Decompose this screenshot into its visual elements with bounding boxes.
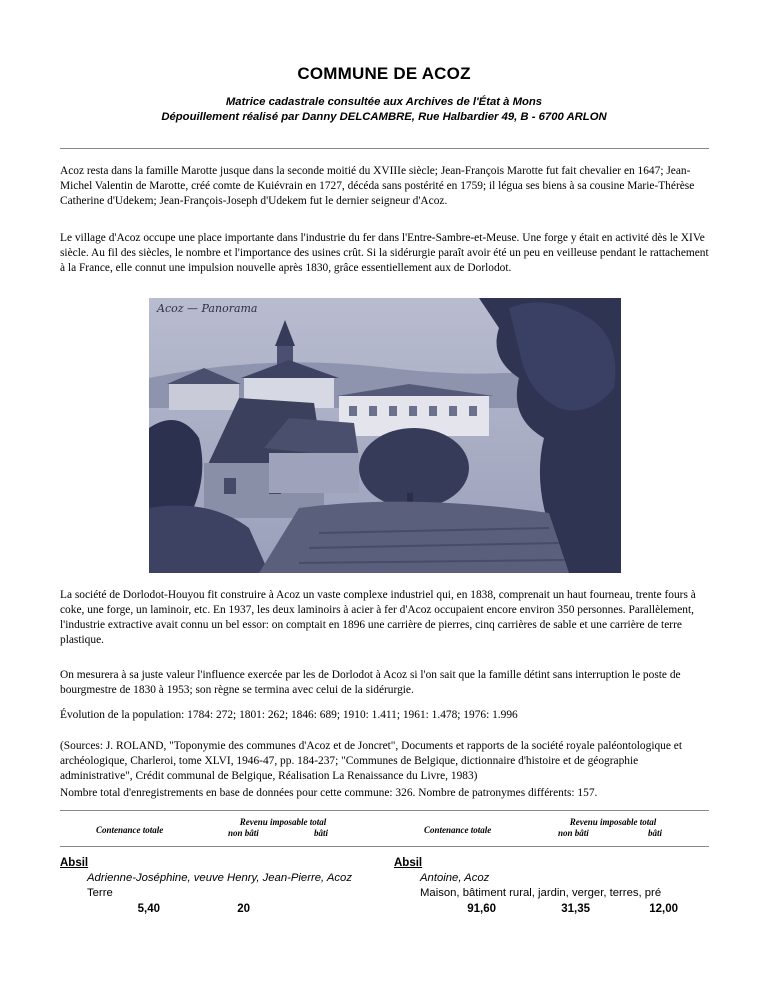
header-revenu-left: Revenu imposable total — [239, 817, 327, 827]
entry-bati: 12,00 — [649, 903, 678, 915]
entry-contenance: 91,60 — [467, 903, 496, 915]
header-non-bati-left: non bâti — [228, 828, 259, 838]
paragraph-dorlodot: La société de Dorlodot-Houyou fit construire à Acoz un vaste complexe industriel qui, en 1838, comprenait un haut fourneau, trente fours à coke, une forge, un laminoir, etc. En 1937, les deux laminoirs à acier à fer d'Acoz occupaient encore environ 350 personnes. Parallèlement, l'industrie extractive avait connu un bel essor: on comptait en 1896 une carrière de pierres, cinq carrières de sable et une carrière de terre plastique. — [60, 589, 696, 646]
entry-description: Terre — [87, 887, 113, 899]
subtitle-archives: Matrice cadastrale consultée aux Archives de l'État à Mons — [225, 96, 543, 108]
header-revenu-right: Revenu imposable total — [569, 817, 657, 827]
entry-surname: Absil — [394, 857, 423, 869]
paragraph-history: Acoz resta dans la famille Marotte jusque dans la seconde moitié du XVIIIe siècle; Jean-François Marotte fut fait chevalier en 1647; Jean-Michel Valentin de Marotte, créé comte de Kuiévrain en 1727, décéda sans postérité en 1759; il légua ses biens à sa cousine Marie-Thérèse Catherine d'Udekem; Jean-François-Joseph d'Udekem fut le dernier seigneur d'Acoz. — [60, 165, 695, 207]
entry-surname: Absil — [60, 857, 89, 869]
table-divider-top — [60, 810, 709, 811]
photo-caption: Acoz — Panorama — [157, 302, 258, 315]
paragraph-industry: Le village d'Acoz occupe une place importante dans l'industrie du fer dans l'Entre-Sambre-et-Meuse. Une forge y était en activité dès le XIVe siècle. Au fil des siècles, le nombre et l'importance des usines crût. Si la sidérurgie paraît avoir été un peu en veilleuse pendant le rattachement à la France, elle connut une impulsion nouvelle après 1830, grâce essentiellement aux de Dorlodot. — [60, 232, 709, 274]
entry-description: Maison, bâtiment rural, jardin, verger, terres, pré — [420, 887, 662, 899]
entry-non-bati: 31,35 — [561, 903, 590, 915]
entry-owner: Adrienne-Joséphine, veuve Henry, Jean-Pierre, Acoz — [87, 872, 352, 884]
header-contenance-right: Contenance totale — [424, 825, 492, 835]
header-divider — [60, 148, 709, 149]
header-bati-right: bâti — [648, 828, 663, 838]
page-title: COMMUNE DE ACOZ — [297, 64, 471, 83]
table-divider-bottom — [60, 846, 709, 847]
village-photo — [149, 298, 621, 573]
paragraph-record-count: Nombre total d'enregistrements en base de données pour cette commune: 326. Nombre de patronymes différents: 157. — [60, 787, 598, 799]
subtitle-author: Dépouillement réalisé par Danny DELCAMBRE, Rue Halbardier 49, B - 6700 ARLON — [161, 111, 607, 123]
village-photo-illustration — [149, 298, 621, 573]
entry-non-bati: 20 — [237, 903, 250, 915]
entry-owner: Antoine, Acoz — [420, 872, 490, 884]
header-non-bati-right: non bâti — [558, 828, 589, 838]
paragraph-bourgmestre: On mesurera à sa juste valeur l'influence exercée par les de Dorlodot à Acoz si l'on sait que la famille détint sans interruption le poste de bourgmestre de 1830 à 1953; son règne se termina avec celui de la sidérurgie. — [60, 669, 681, 696]
header-bati-left: bâti — [314, 828, 329, 838]
header-contenance-left: Contenance totale — [96, 825, 164, 835]
paragraph-sources: (Sources: J. ROLAND, "Toponymie des communes d'Acoz et de Joncret", Documents et rapports de la société royale paléontologique et archéologique, Charleroi, tome XLVI, 1946-47, pp. 184-237; "Communes de Belgique, dictionnaire d'histoire et de géographie administrative", Crédit communal de Belgique, Réalisation La Renaissance du Livre, 1983) — [60, 740, 683, 782]
entry-contenance: 5,40 — [137, 903, 160, 915]
paragraph-population: Évolution de la population: 1784: 272; 1801: 262; 1846: 689; 1910: 1.411; 1961: 1.478; 1976: 1.996 — [60, 709, 518, 721]
